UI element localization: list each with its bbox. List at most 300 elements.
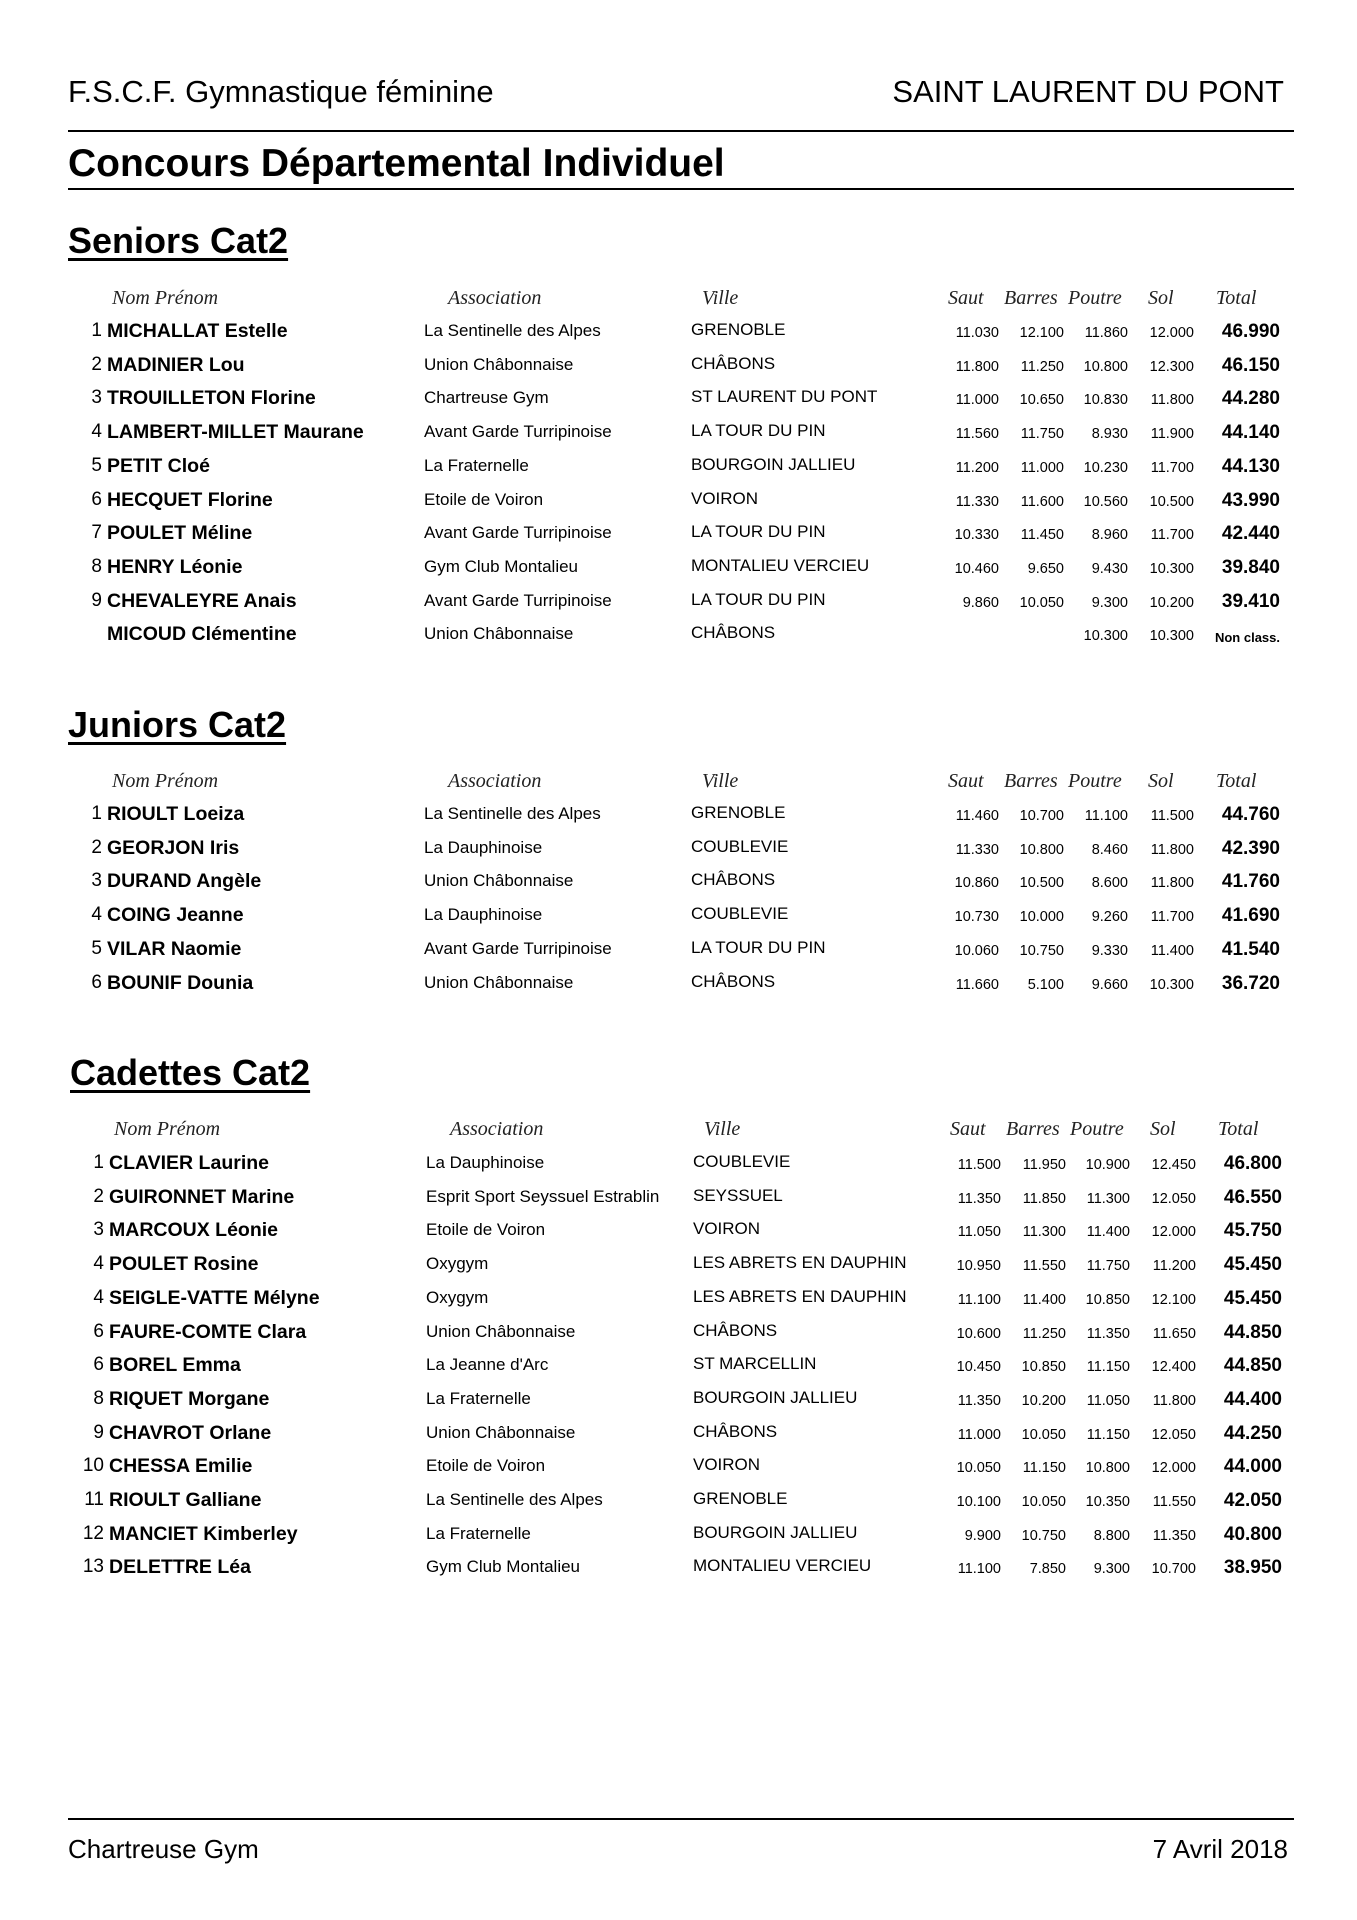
rank-cell: 3 xyxy=(91,870,102,892)
table-row xyxy=(0,1388,1357,1422)
athlete-name: CHEVALEYRE Anais xyxy=(107,589,297,612)
score-sol: 11.200 xyxy=(1152,1258,1196,1275)
city-cell: LES ABRETS EN DAUPHIN xyxy=(693,1286,907,1306)
score-saut: 11.660 xyxy=(955,976,999,993)
rank-cell: 5 xyxy=(91,937,102,959)
column-header-sol: Sol xyxy=(1150,1118,1176,1140)
rank-cell: 7 xyxy=(91,522,102,544)
city-cell: VOIRON xyxy=(693,1219,761,1239)
rank-cell: 8 xyxy=(91,555,102,577)
score-saut: 10.950 xyxy=(956,1258,1001,1275)
total-score: 46.990 xyxy=(1221,321,1280,342)
city-cell: ST MARCELLIN xyxy=(693,1354,817,1374)
score-barres: 11.250 xyxy=(1022,1325,1066,1342)
city-cell: COUBLEVIE xyxy=(691,904,789,924)
score-sol: 12.000 xyxy=(1151,1224,1196,1241)
score-sol: 10.200 xyxy=(1149,594,1194,611)
score-poutre: 8.960 xyxy=(1091,527,1128,544)
association-cell: Etoile de Voiron xyxy=(424,489,544,509)
city-cell: LA TOUR DU PIN xyxy=(691,937,826,957)
table-row xyxy=(0,837,1357,871)
table-row xyxy=(0,1321,1357,1355)
score-poutre: 9.430 xyxy=(1091,560,1128,577)
score-poutre: 9.330 xyxy=(1091,942,1128,959)
score-barres: 11.950 xyxy=(1022,1157,1066,1173)
athlete-name: HECQUET Florine xyxy=(107,488,273,511)
score-poutre: 10.350 xyxy=(1085,1494,1130,1510)
athlete-name: MARCOUX Léonie xyxy=(109,1219,279,1242)
score-barres: 10.050 xyxy=(1021,1426,1066,1443)
score-sol: 11.700 xyxy=(1150,459,1194,476)
table-row xyxy=(0,1556,1357,1590)
city-cell: CHÂBONS xyxy=(693,1421,778,1441)
score-barres: 10.750 xyxy=(1019,942,1064,959)
score-sol: 11.800 xyxy=(1150,875,1194,892)
rank-cell: 1 xyxy=(91,803,102,824)
column-header-name: Nom Prénom xyxy=(112,287,219,309)
athlete-name: GUIRONNET Marine xyxy=(109,1185,295,1208)
column-header-total: Total xyxy=(1216,287,1257,309)
score-poutre: 11.350 xyxy=(1086,1325,1130,1342)
score-poutre: 11.150 xyxy=(1086,1426,1130,1443)
table-row xyxy=(0,556,1357,590)
total-score: 44.400 xyxy=(1223,1388,1282,1410)
table-row xyxy=(0,1455,1357,1489)
score-sol: 11.350 xyxy=(1152,1527,1196,1544)
rank-cell: 6 xyxy=(91,971,102,993)
athlete-name: MADINIER Lou xyxy=(107,353,245,376)
total-score: 41.540 xyxy=(1221,938,1280,960)
association-cell: La Sentinelle des Alpes xyxy=(426,1490,603,1509)
association-cell: La Fraternelle xyxy=(426,1388,531,1408)
competition-location: SAINT LAURENT DU PONT xyxy=(892,74,1284,109)
column-header-barres: Barres xyxy=(1006,1118,1060,1140)
rank-cell: 4 xyxy=(91,904,102,926)
total-score: 46.550 xyxy=(1223,1186,1282,1208)
association-cell: Avant Garde Turripinoise xyxy=(424,422,612,442)
association-cell: Etoile de Voiron xyxy=(426,1220,546,1240)
score-sol: 10.300 xyxy=(1149,560,1194,577)
score-saut: 11.100 xyxy=(957,1561,1001,1578)
score-barres: 10.800 xyxy=(1019,841,1064,858)
score-saut: 11.050 xyxy=(957,1224,1001,1241)
table-row xyxy=(0,489,1357,523)
score-sol: 12.050 xyxy=(1151,1190,1196,1207)
athlete-name: CHESSA Emilie xyxy=(109,1455,253,1478)
column-header-saut: Saut xyxy=(950,1118,986,1140)
page-title: Concours Départemental Individuel xyxy=(68,142,725,185)
score-barres: 10.850 xyxy=(1021,1359,1066,1376)
score-saut: 11.330 xyxy=(955,841,999,858)
score-poutre: 10.560 xyxy=(1083,493,1128,510)
score-poutre: 8.600 xyxy=(1091,875,1128,892)
association-cell: La Sentinelle des Alpes xyxy=(424,321,601,340)
score-poutre: 8.460 xyxy=(1091,841,1128,858)
total-score: 45.450 xyxy=(1223,1254,1282,1276)
column-header-total: Total xyxy=(1218,1118,1259,1140)
score-barres: 12.100 xyxy=(1019,325,1064,341)
table-row xyxy=(0,522,1357,556)
total-score: 42.440 xyxy=(1221,523,1280,545)
score-barres: 11.400 xyxy=(1022,1291,1066,1308)
athlete-name: BOUNIF Dounia xyxy=(107,971,254,994)
score-saut: 10.330 xyxy=(954,527,999,544)
rank-cell: 5 xyxy=(91,454,102,476)
score-barres: 10.750 xyxy=(1021,1527,1066,1544)
city-cell: BOURGOIN JALLIEU xyxy=(693,1387,858,1407)
score-poutre: 11.150 xyxy=(1086,1359,1130,1376)
column-header-saut: Saut xyxy=(948,770,984,792)
score-barres: 11.000 xyxy=(1020,459,1064,476)
column-header-barres: Barres xyxy=(1004,770,1058,792)
column-header-sol: Sol xyxy=(1148,287,1174,309)
score-poutre: 10.230 xyxy=(1083,459,1128,476)
score-barres: 11.850 xyxy=(1022,1190,1066,1207)
athlete-name: MICHALLAT Estelle xyxy=(107,320,288,342)
city-cell: COUBLEVIE xyxy=(691,836,789,856)
table-row xyxy=(0,803,1357,837)
total-score: 39.410 xyxy=(1221,590,1280,612)
score-barres: 11.300 xyxy=(1022,1224,1066,1241)
score-poutre: 10.800 xyxy=(1083,358,1128,375)
city-cell: GRENOBLE xyxy=(691,803,786,822)
association-cell: Union Châbonnaise xyxy=(424,624,574,644)
score-saut: 10.060 xyxy=(954,942,999,959)
table-row xyxy=(0,1186,1357,1220)
score-saut: 10.100 xyxy=(956,1494,1001,1510)
score-sol: 11.650 xyxy=(1152,1325,1196,1342)
score-sol: 10.300 xyxy=(1149,628,1194,645)
athlete-name: RIOULT Loeiza xyxy=(107,803,245,825)
score-barres: 10.050 xyxy=(1019,594,1064,611)
score-barres: 5.100 xyxy=(1027,976,1064,993)
score-sol: 11.900 xyxy=(1150,426,1194,443)
total-score: 44.140 xyxy=(1221,422,1280,444)
athlete-name: CLAVIER Laurine xyxy=(109,1152,269,1174)
total-score: 42.050 xyxy=(1223,1490,1282,1511)
page-header xyxy=(68,72,1294,132)
score-sol: 11.700 xyxy=(1150,527,1194,544)
section-title: Cadettes Cat2 xyxy=(70,1052,311,1093)
association-cell: La Jeanne d'Arc xyxy=(426,1355,549,1375)
column-header-association: Association xyxy=(448,287,542,309)
city-cell: CHÂBONS xyxy=(691,870,776,890)
total-score: 46.800 xyxy=(1223,1153,1282,1174)
total-score: 44.000 xyxy=(1223,1456,1282,1478)
total-score: 39.840 xyxy=(1221,556,1280,578)
association-cell: La Dauphinoise xyxy=(424,905,543,925)
association-cell: Gym Club Montalieu xyxy=(426,1557,581,1577)
city-cell: COUBLEVIE xyxy=(693,1152,791,1171)
score-poutre: 8.930 xyxy=(1091,426,1128,443)
association-cell: Oxygym xyxy=(426,1287,489,1307)
score-sol: 11.800 xyxy=(1152,1392,1196,1409)
athlete-name: VILAR Naomie xyxy=(107,937,242,960)
total-score: 44.250 xyxy=(1223,1422,1282,1444)
score-poutre: 11.400 xyxy=(1086,1224,1130,1241)
athlete-name: RIOULT Galliane xyxy=(109,1489,262,1511)
score-poutre: 9.260 xyxy=(1091,909,1128,926)
athlete-name: HENRY Léonie xyxy=(107,555,243,578)
score-sol: 12.000 xyxy=(1149,325,1194,341)
score-poutre: 11.300 xyxy=(1086,1190,1130,1207)
score-sol: 11.400 xyxy=(1150,942,1194,959)
athlete-name: LAMBERT-MILLET Maurane xyxy=(107,421,364,444)
athlete-name: FAURE-COMTE Clara xyxy=(109,1320,307,1343)
association-cell: Union Châbonnaise xyxy=(426,1321,576,1341)
score-sol: 12.400 xyxy=(1151,1359,1196,1376)
city-cell: ST LAURENT DU PONT xyxy=(691,387,878,407)
table-row xyxy=(0,1253,1357,1287)
city-cell: LES ABRETS EN DAUPHIN xyxy=(693,1253,907,1273)
score-saut: 11.350 xyxy=(957,1392,1001,1409)
athlete-name: POULET Méline xyxy=(107,522,253,545)
association-cell: Oxygym xyxy=(426,1254,489,1274)
score-barres: 11.550 xyxy=(1022,1258,1066,1275)
column-header-name: Nom Prénom xyxy=(114,1118,221,1140)
city-cell: LA TOUR DU PIN xyxy=(691,589,826,609)
athlete-name: TROUILLETON Florine xyxy=(107,387,316,410)
association-cell: Union Châbonnaise xyxy=(426,1422,576,1442)
column-header-ville: Ville xyxy=(704,1118,741,1140)
city-cell: GRENOBLE xyxy=(693,1489,788,1508)
rank-cell: 4 xyxy=(91,421,102,443)
total-score: 41.760 xyxy=(1221,871,1280,893)
table-row xyxy=(0,870,1357,904)
athlete-name: RIQUET Morgane xyxy=(109,1387,270,1410)
score-poutre: 11.750 xyxy=(1086,1258,1130,1275)
table-row xyxy=(0,904,1357,938)
city-cell: CHÂBONS xyxy=(693,1320,778,1340)
rank-cell: 9 xyxy=(91,589,102,611)
table-row xyxy=(0,387,1357,421)
total-score: 44.130 xyxy=(1221,455,1280,477)
score-saut: 11.330 xyxy=(955,493,999,510)
score-sol: 12.450 xyxy=(1151,1157,1196,1173)
table-row xyxy=(0,1219,1357,1253)
score-barres: 10.700 xyxy=(1019,808,1064,824)
score-barres: 11.450 xyxy=(1020,527,1064,544)
table-row xyxy=(0,455,1357,489)
score-sol: 12.100 xyxy=(1151,1291,1196,1308)
rank-cell: 6 xyxy=(93,1354,104,1376)
column-header-ville: Ville xyxy=(702,770,739,792)
score-barres: 7.850 xyxy=(1029,1561,1066,1578)
score-barres: 9.650 xyxy=(1027,560,1064,577)
athlete-name: PETIT Cloé xyxy=(107,454,210,477)
score-sol: 10.500 xyxy=(1149,493,1194,510)
score-barres: 10.050 xyxy=(1021,1494,1066,1510)
athlete-name: DURAND Angèle xyxy=(107,870,262,893)
association-cell: Avant Garde Turripinoise xyxy=(424,590,612,610)
score-sol: 12.050 xyxy=(1151,1426,1196,1443)
score-saut: 11.500 xyxy=(957,1157,1001,1173)
score-poutre: 10.830 xyxy=(1083,392,1128,409)
city-cell: LA TOUR DU PIN xyxy=(691,522,826,542)
page-footer xyxy=(68,1818,1294,1880)
federation-name: F.S.C.F. Gymnastique féminine xyxy=(68,74,494,109)
city-cell: GRENOBLE xyxy=(691,320,786,339)
rank-cell: 2 xyxy=(91,836,102,858)
association-cell: Gym Club Montalieu xyxy=(424,556,579,576)
city-cell: MONTALIEU VERCIEU xyxy=(691,555,870,575)
total-score: 44.850 xyxy=(1223,1321,1282,1343)
column-header-poutre: Poutre xyxy=(1068,287,1122,309)
city-cell: VOIRON xyxy=(693,1455,761,1475)
rank-cell: 8 xyxy=(93,1387,104,1409)
total-score: 44.280 xyxy=(1221,388,1280,410)
total-score: 43.990 xyxy=(1221,489,1280,511)
score-barres: 11.250 xyxy=(1020,358,1064,375)
rank-cell: 2 xyxy=(91,353,102,375)
city-cell: BOURGOIN JALLIEU xyxy=(691,454,856,474)
association-cell: La Sentinelle des Alpes xyxy=(424,804,601,823)
rank-cell: 4 xyxy=(93,1286,104,1308)
athlete-name: POULET Rosine xyxy=(109,1253,259,1276)
table-row xyxy=(0,1354,1357,1388)
footer-date: 7 Avril 2018 xyxy=(1152,1834,1288,1864)
association-cell: Chartreuse Gym xyxy=(424,388,549,408)
rank-cell: 4 xyxy=(93,1253,104,1275)
association-cell: La Dauphinoise xyxy=(424,837,543,857)
total-score: 41.690 xyxy=(1221,905,1280,927)
rank-cell: 9 xyxy=(93,1421,104,1443)
score-poutre: 9.660 xyxy=(1091,976,1128,993)
rank-cell: 12 xyxy=(82,1522,104,1544)
score-poutre: 11.050 xyxy=(1086,1392,1130,1409)
association-cell: La Dauphinoise xyxy=(426,1153,545,1172)
association-cell: Union Châbonnaise xyxy=(424,972,574,992)
table-row xyxy=(0,1523,1357,1557)
rank-cell: 3 xyxy=(91,387,102,409)
table-row xyxy=(0,1152,1357,1186)
association-cell: Etoile de Voiron xyxy=(426,1456,546,1476)
city-cell: CHÂBONS xyxy=(691,353,776,373)
rank-cell: 6 xyxy=(91,488,102,510)
score-saut: 11.800 xyxy=(955,358,999,375)
table-row xyxy=(0,623,1357,657)
rank-cell: 2 xyxy=(93,1185,104,1207)
score-poutre: 9.300 xyxy=(1091,594,1128,611)
score-saut: 10.450 xyxy=(956,1359,1001,1376)
score-saut: 11.200 xyxy=(955,459,999,476)
score-sol: 11.550 xyxy=(1152,1494,1196,1510)
column-header-sol: Sol xyxy=(1148,770,1174,792)
score-saut: 10.600 xyxy=(956,1325,1001,1342)
table-row xyxy=(0,972,1357,1006)
score-poutre: 10.900 xyxy=(1085,1157,1130,1173)
total-score: 44.850 xyxy=(1223,1355,1282,1377)
score-barres: 11.600 xyxy=(1020,493,1064,510)
table-row xyxy=(0,590,1357,624)
score-saut: 10.730 xyxy=(954,909,999,926)
rank-cell: 3 xyxy=(93,1219,104,1241)
column-header-total: Total xyxy=(1216,770,1257,792)
association-cell: La Fraternelle xyxy=(424,455,529,475)
column-header-name: Nom Prénom xyxy=(112,770,219,792)
column-header-association: Association xyxy=(448,770,542,792)
score-sol: 10.300 xyxy=(1149,976,1194,993)
athlete-name: SEIGLE-VATTE Mélyne xyxy=(109,1286,320,1309)
athlete-name: GEORJON Iris xyxy=(107,836,240,859)
score-saut: 11.100 xyxy=(957,1291,1001,1308)
table-row xyxy=(0,1489,1357,1523)
score-saut: 10.460 xyxy=(954,560,999,577)
score-barres: 10.200 xyxy=(1021,1392,1066,1409)
association-cell: Avant Garde Turripinoise xyxy=(424,523,612,543)
rank-cell: 10 xyxy=(82,1455,104,1477)
column-header-saut: Saut xyxy=(948,287,984,309)
rank-cell: 6 xyxy=(93,1320,104,1342)
association-cell: Avant Garde Turripinoise xyxy=(424,938,612,958)
athlete-name: COING Jeanne xyxy=(107,904,244,927)
score-saut: 11.000 xyxy=(957,1426,1001,1443)
score-saut: 10.050 xyxy=(956,1460,1001,1477)
score-saut: 9.860 xyxy=(962,594,999,611)
city-cell: MONTALIEU VERCIEU xyxy=(693,1556,872,1576)
rank-cell: 1 xyxy=(93,1152,104,1173)
score-barres: 10.000 xyxy=(1019,909,1064,926)
section-title: Seniors Cat2 xyxy=(68,220,289,261)
association-cell: Union Châbonnaise xyxy=(424,871,574,891)
athlete-name: MICOUD Clémentine xyxy=(107,623,297,646)
rank-cell: 13 xyxy=(82,1556,104,1578)
document-title xyxy=(68,136,1294,190)
table-row xyxy=(0,1287,1357,1321)
athlete-name: BOREL Emma xyxy=(109,1354,241,1377)
city-cell: BOURGOIN JALLIEU xyxy=(693,1522,858,1542)
score-sol: 11.800 xyxy=(1150,392,1194,409)
score-sol: 10.700 xyxy=(1151,1561,1196,1578)
city-cell: CHÂBONS xyxy=(691,971,776,991)
city-cell: VOIRON xyxy=(691,488,759,508)
athlete-name: MANCIET Kimberley xyxy=(109,1522,298,1545)
rank-cell: 11 xyxy=(84,1489,104,1510)
table-row xyxy=(0,1422,1357,1456)
table-row xyxy=(0,421,1357,455)
column-header-barres: Barres xyxy=(1004,287,1058,309)
score-poutre: 9.300 xyxy=(1093,1561,1130,1578)
city-cell: CHÂBONS xyxy=(691,623,776,643)
score-barres: 10.500 xyxy=(1019,875,1064,892)
column-header-poutre: Poutre xyxy=(1068,770,1122,792)
column-header-association: Association xyxy=(450,1118,544,1140)
athlete-name: CHAVROT Orlane xyxy=(109,1421,272,1444)
score-poutre: 10.800 xyxy=(1085,1460,1130,1477)
total-score: 45.750 xyxy=(1223,1220,1282,1242)
score-sol: 11.700 xyxy=(1150,909,1194,926)
athlete-name: DELETTRE Léa xyxy=(109,1556,251,1579)
rank-cell: 1 xyxy=(91,320,102,341)
score-barres: 11.150 xyxy=(1022,1460,1066,1477)
table-row xyxy=(0,320,1357,354)
city-cell: SEYSSUEL xyxy=(693,1185,783,1205)
score-sol: 12.000 xyxy=(1151,1460,1196,1477)
score-poutre: 10.850 xyxy=(1085,1291,1130,1308)
score-barres: 10.650 xyxy=(1019,392,1064,409)
footer-organizer: Chartreuse Gym xyxy=(68,1834,259,1864)
total-score: 44.760 xyxy=(1221,804,1280,825)
score-saut: 11.460 xyxy=(955,808,999,824)
score-saut: 11.560 xyxy=(955,426,999,443)
score-saut: 11.030 xyxy=(955,325,999,341)
total-score: 36.720 xyxy=(1221,972,1280,994)
score-barres: 11.750 xyxy=(1020,426,1064,443)
total-score: 45.450 xyxy=(1223,1287,1282,1309)
city-cell: LA TOUR DU PIN xyxy=(691,421,826,441)
association-cell: La Fraternelle xyxy=(426,1523,531,1543)
score-saut: 10.860 xyxy=(954,875,999,892)
